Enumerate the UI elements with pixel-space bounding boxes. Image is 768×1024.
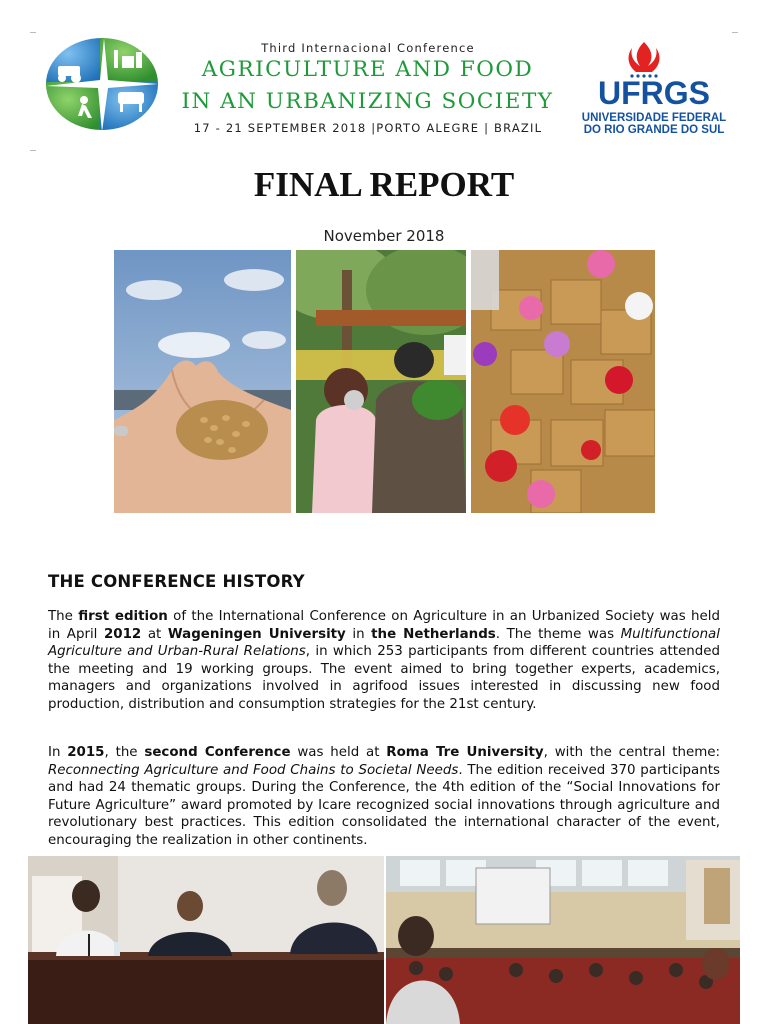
conference-date-place: 17 - 21 SEPTEMBER 2018 |PORTO ALEGRE | BRAZIL	[193, 121, 543, 135]
auditorium-photo	[386, 856, 740, 1024]
ufrgs-name-line2: DO RIO GRANDE DO SUL	[583, 124, 725, 136]
conference-title-line2: IN AN URBANIZING SOCIETY	[181, 89, 554, 114]
section-heading: THE CONFERENCE HISTORY	[48, 572, 305, 591]
history-paragraph-2: In 2015, the second Conference was held at Roma Tre University, with the central theme: Reconnecting Agriculture and Food Chains to Societal Needs. The edition received 370 participants and had 24 thematic groups. During the Conference, the 4th edition of the “Social Innovations for Future Agriculture” award promoted by Icare recognized social innovations through agriculture and revolutionary best practices. This edition consolidated the international character of the event, encouraging the realization in other continents.	[48, 745, 720, 848]
ufrgs-logo	[574, 32, 734, 140]
ufrgs-acronym: UFRGS	[598, 75, 710, 111]
conference-title-line1: AGRICULTURE AND FOOD	[201, 57, 534, 82]
market-crowd-photo	[296, 250, 466, 513]
torch-flame-icon	[629, 42, 660, 78]
panel-speakers-photo	[28, 856, 384, 1024]
report-date: November 2018	[323, 227, 445, 245]
report-title: FINAL REPORT	[253, 165, 515, 204]
conference-ordinal: Third Internacional Conference	[261, 41, 475, 55]
ufrgs-name-line1: UNIVERSIDADE FEDERAL	[581, 112, 727, 124]
cake-with-flowers-photo	[471, 250, 655, 513]
history-paragraph-1: The first edition of the International Conference on Agriculture in an Urbanized Society was held in April 2012 at Wageningen University in the Netherlands. The theme was Multifunctional Agriculture and Urban-Rural Relations, in which 253 participants from different countries attended the meeting and 19 working groups. The event aimed to bring together experts, academics, managers and organizations involved in agrifood issues interested in discussing new food production, distribution and consumption strategies for the 21st century.	[48, 609, 721, 712]
conference-header	[0, 0, 768, 160]
seeds-in-hand-photo	[114, 250, 291, 513]
conference-logo-icon	[44, 36, 160, 132]
